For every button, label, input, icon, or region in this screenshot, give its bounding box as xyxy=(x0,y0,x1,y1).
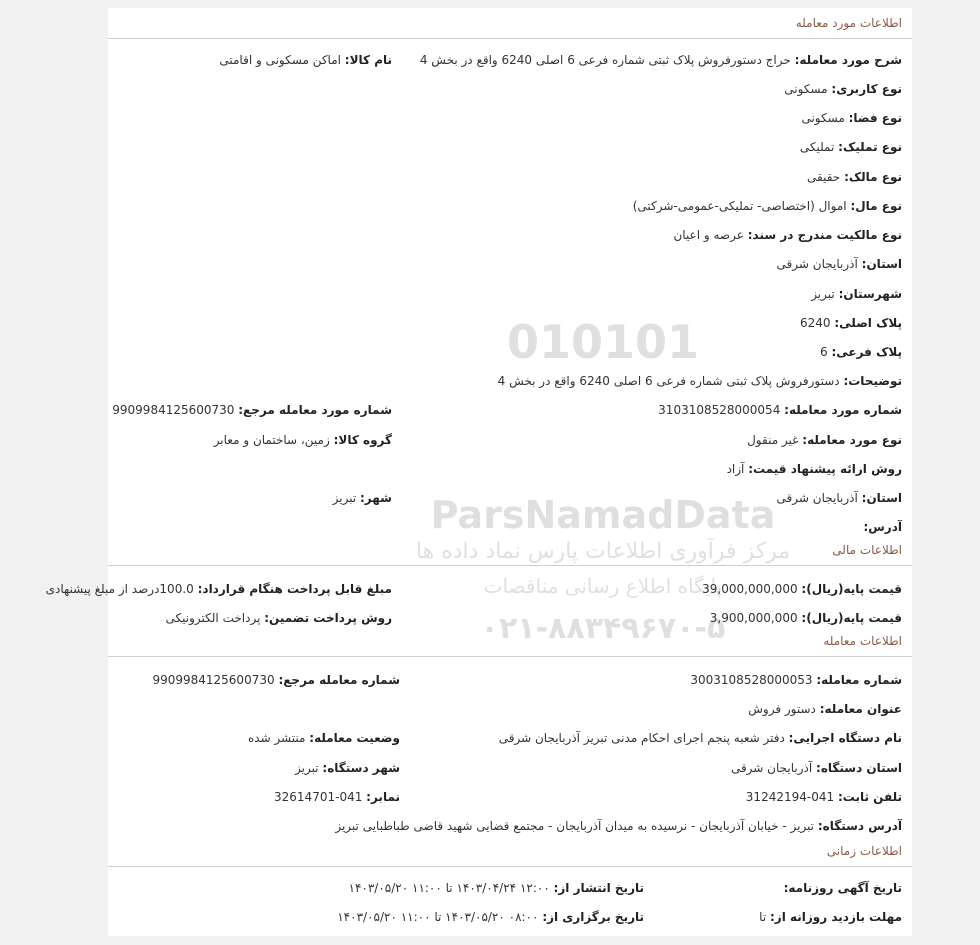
field-value: تبریز - خیابان آذربایجان - نرسیده به میدان آذربایجان - مجتمع قضایی شهید قاضی طباطبایی تبریز xyxy=(335,819,815,833)
field-label: تاریخ انتشار از: xyxy=(553,881,644,895)
row-notes xyxy=(108,374,912,394)
field-label: نوع مالکیت مندرج در سند: xyxy=(747,228,902,242)
field xyxy=(820,345,902,359)
field xyxy=(112,403,392,417)
field xyxy=(420,53,902,67)
field-value: ۰۸:۰۰ ۱۴۰۳/۰۵/۲۰ تا ۱۱:۰۰ ۱۴۰۳/۰۵/۲۰ xyxy=(337,910,539,924)
field-label: استان: xyxy=(861,491,902,505)
field-value: عرصه و اعیان xyxy=(673,228,744,242)
field-label: قیمت پایه(ریال): xyxy=(801,611,902,625)
field xyxy=(807,170,902,184)
field-label: شماره معامله: xyxy=(816,673,902,687)
row-usage-type xyxy=(108,82,912,102)
field-value: حقیقی xyxy=(807,170,841,184)
field-label: مبلغ قابل پرداخت هنگام قرارداد: xyxy=(197,582,392,596)
field-value: تبریز xyxy=(332,491,357,505)
field xyxy=(710,611,902,625)
field xyxy=(333,491,392,505)
field-value: 6 xyxy=(819,345,828,359)
watermark-phone: ۰۲۱-۸۸۳۴۹۶۷۰-۵ xyxy=(480,611,726,646)
row-province xyxy=(108,257,912,277)
field-label: شهر دستگاه: xyxy=(322,761,400,775)
row-newspaper-date xyxy=(108,881,912,901)
field xyxy=(499,731,902,745)
field xyxy=(335,819,902,833)
field-value: تملیکی xyxy=(799,140,835,154)
row-base-price-2 xyxy=(108,611,912,631)
divider xyxy=(108,866,912,867)
row-bid-method xyxy=(108,462,912,482)
watermark-tagline2: پایگاه اطلاع رسانی مناقصات xyxy=(483,574,723,598)
field-label: نوع تملیک: xyxy=(838,140,902,154)
field-label: وضعیت معامله: xyxy=(309,731,400,745)
field xyxy=(658,403,902,417)
field-label: تاریخ برگزاری از: xyxy=(542,910,644,924)
row-deed-ownership xyxy=(108,228,912,248)
field-label: نام کالا: xyxy=(344,53,392,67)
field-value: تبریز xyxy=(295,761,319,775)
field-value: آذربایجان شرقی xyxy=(730,761,813,775)
field xyxy=(777,257,902,271)
field-value: مسکونی xyxy=(801,111,845,125)
field xyxy=(863,520,902,534)
field xyxy=(777,491,902,505)
field xyxy=(784,82,902,96)
field xyxy=(747,433,902,447)
field-value: 041-31242194 xyxy=(745,790,835,804)
field-label: پلاک فرعی: xyxy=(831,345,902,359)
field-value: غیر منقول xyxy=(747,433,799,447)
field xyxy=(784,881,902,895)
row-owner-type xyxy=(108,170,912,190)
field-label: روش پرداخت تضمین: xyxy=(264,611,392,625)
watermark-tagline: مرکز فرآوری اطلاعات پارس نماد داده ها xyxy=(415,539,791,564)
row-phone-fax xyxy=(108,790,912,810)
field-value: منتشر شده xyxy=(247,731,306,745)
field-value: آذربایجان شرقی xyxy=(776,257,858,271)
field-label: شهر: xyxy=(360,491,392,505)
row-main-plaque xyxy=(108,316,912,336)
tender-details-panel xyxy=(45,8,912,936)
field-value: دستور فروش xyxy=(748,702,816,716)
field xyxy=(673,228,902,242)
row-property-type xyxy=(108,199,912,219)
divider xyxy=(108,38,912,39)
watermark-digits: 010101 xyxy=(506,315,700,369)
field xyxy=(748,702,902,716)
field-value: 3103108528000054 xyxy=(658,403,781,417)
field-value: زمین، ساختمان و معابر xyxy=(213,433,330,447)
field-label: تلفن ثابت: xyxy=(837,790,902,804)
row-agency xyxy=(108,731,912,751)
field xyxy=(731,761,902,775)
field xyxy=(801,111,902,125)
row-visit-deadline xyxy=(108,910,912,930)
field xyxy=(166,611,392,625)
field-value: 39,000,000,000 xyxy=(702,582,798,596)
row-location xyxy=(108,491,912,511)
row-description xyxy=(108,53,912,73)
field xyxy=(219,53,392,67)
field xyxy=(152,673,400,687)
field xyxy=(214,433,392,447)
divider xyxy=(108,565,912,566)
field-label: شماره مورد معامله مرجع: xyxy=(238,403,392,417)
row-address xyxy=(108,520,912,540)
field xyxy=(811,287,902,301)
field xyxy=(690,673,902,687)
field-value: 9909984125600730 xyxy=(112,403,235,417)
row-agency-address xyxy=(108,819,912,839)
field-label: گروه کالا: xyxy=(333,433,392,447)
field-value: مسکونی xyxy=(784,82,828,96)
field xyxy=(274,790,400,804)
field-label: مهلت بازدید روزانه از: xyxy=(770,910,902,924)
row-ownership-type xyxy=(108,140,912,160)
field-label: نوع مالک: xyxy=(844,170,902,184)
row-sub-plaque xyxy=(108,345,912,365)
field-label: نوع فضا: xyxy=(848,111,902,125)
row-item-number xyxy=(108,403,912,423)
field xyxy=(349,881,644,895)
field xyxy=(633,199,902,213)
field-value: 9909984125600730 xyxy=(152,673,275,687)
field-label: تاریخ آگهی روزنامه: xyxy=(783,881,902,895)
field-value: دستورفروش پلاک ثبتی شماره فرعی 6 اصلی 6240 واقع در بخش 4 xyxy=(497,374,840,388)
field-value: 041-32614701 xyxy=(274,790,363,804)
field-value: 3,900,000,000 xyxy=(709,611,798,625)
section-title-time: اطلاعات زمانی xyxy=(826,844,902,858)
field xyxy=(702,582,902,596)
field-label: نام دستگاه اجرایی: xyxy=(788,731,902,745)
field-value: 3003108528000053 xyxy=(690,673,813,687)
section-title-deal: اطلاعات معامله xyxy=(823,634,902,648)
field-value: دفتر شعبه پنجم اجرای احکام مدنی تبریز آذربایجان شرقی xyxy=(498,731,785,745)
row-county xyxy=(108,287,912,307)
field xyxy=(800,140,902,154)
row-space-type xyxy=(108,111,912,131)
row-base-price-1 xyxy=(45,582,912,602)
field-value: 6240 xyxy=(799,316,831,330)
field xyxy=(46,582,392,596)
field xyxy=(746,790,902,804)
field xyxy=(800,316,902,330)
divider xyxy=(108,656,912,657)
field-value: تا xyxy=(759,910,767,924)
field-label: آدرس: xyxy=(863,520,902,534)
field-value: آزاد xyxy=(726,462,745,476)
field xyxy=(727,462,902,476)
field-label: پلاک اصلی: xyxy=(834,316,902,330)
section-title-financial: اطلاعات مالی xyxy=(832,543,902,557)
field-label: شهرستان: xyxy=(838,287,902,301)
field-label: استان دستگاه: xyxy=(816,761,902,775)
field-value: پرداخت الکترونیکی xyxy=(165,611,261,625)
field-value: 100.0درصد از مبلغ پیشنهادی xyxy=(45,582,194,596)
field xyxy=(498,374,902,388)
field-label: نوع مورد معامله: xyxy=(802,433,902,447)
field-value: اماکن مسکونی و اقامتی xyxy=(219,53,341,67)
row-deal-number xyxy=(108,673,912,693)
field-label: قیمت پایه(ریال): xyxy=(801,582,902,596)
field-label: عنوان معامله: xyxy=(819,702,902,716)
field-label: روش ارائه پیشنهاد قیمت: xyxy=(748,462,902,476)
field xyxy=(337,910,644,924)
row-deal-title xyxy=(108,702,912,722)
field-label: شماره مورد معامله: xyxy=(784,403,902,417)
field-label: نوع کاربری: xyxy=(831,82,902,96)
field-value: ۱۲:۰۰ ۱۴۰۳/۰۴/۲۴ تا ۱۱:۰۰ ۱۴۰۳/۰۵/۲۰ xyxy=(348,881,550,895)
field-value: تبریز xyxy=(811,287,835,301)
field-value: اموال (اختصاصی- تملیکی-عمومی-شرکتی) xyxy=(632,199,847,213)
field-label: شرح مورد معامله: xyxy=(794,53,902,67)
field xyxy=(248,731,400,745)
field-label: آدرس دستگاه: xyxy=(817,819,902,833)
field-label: استان: xyxy=(861,257,902,271)
field-label: شماره معامله مرجع: xyxy=(278,673,400,687)
field xyxy=(759,910,902,924)
section-title-deal-info: اطلاعات مورد معامله xyxy=(795,16,902,30)
field-label: نمابر: xyxy=(366,790,400,804)
field-label: توضیحات: xyxy=(843,374,902,388)
field-label: نوع مال: xyxy=(850,199,902,213)
field-value: آذربایجان شرقی xyxy=(776,491,858,505)
watermark-brand: ParsNamadData xyxy=(430,493,776,537)
field xyxy=(295,761,400,775)
row-agency-location xyxy=(108,761,912,781)
field-value: حراج دستورفروش پلاک ثبتی شماره فرعی 6 اصلی 6240 واقع در بخش 4 xyxy=(419,53,791,67)
row-item-type xyxy=(108,433,912,453)
